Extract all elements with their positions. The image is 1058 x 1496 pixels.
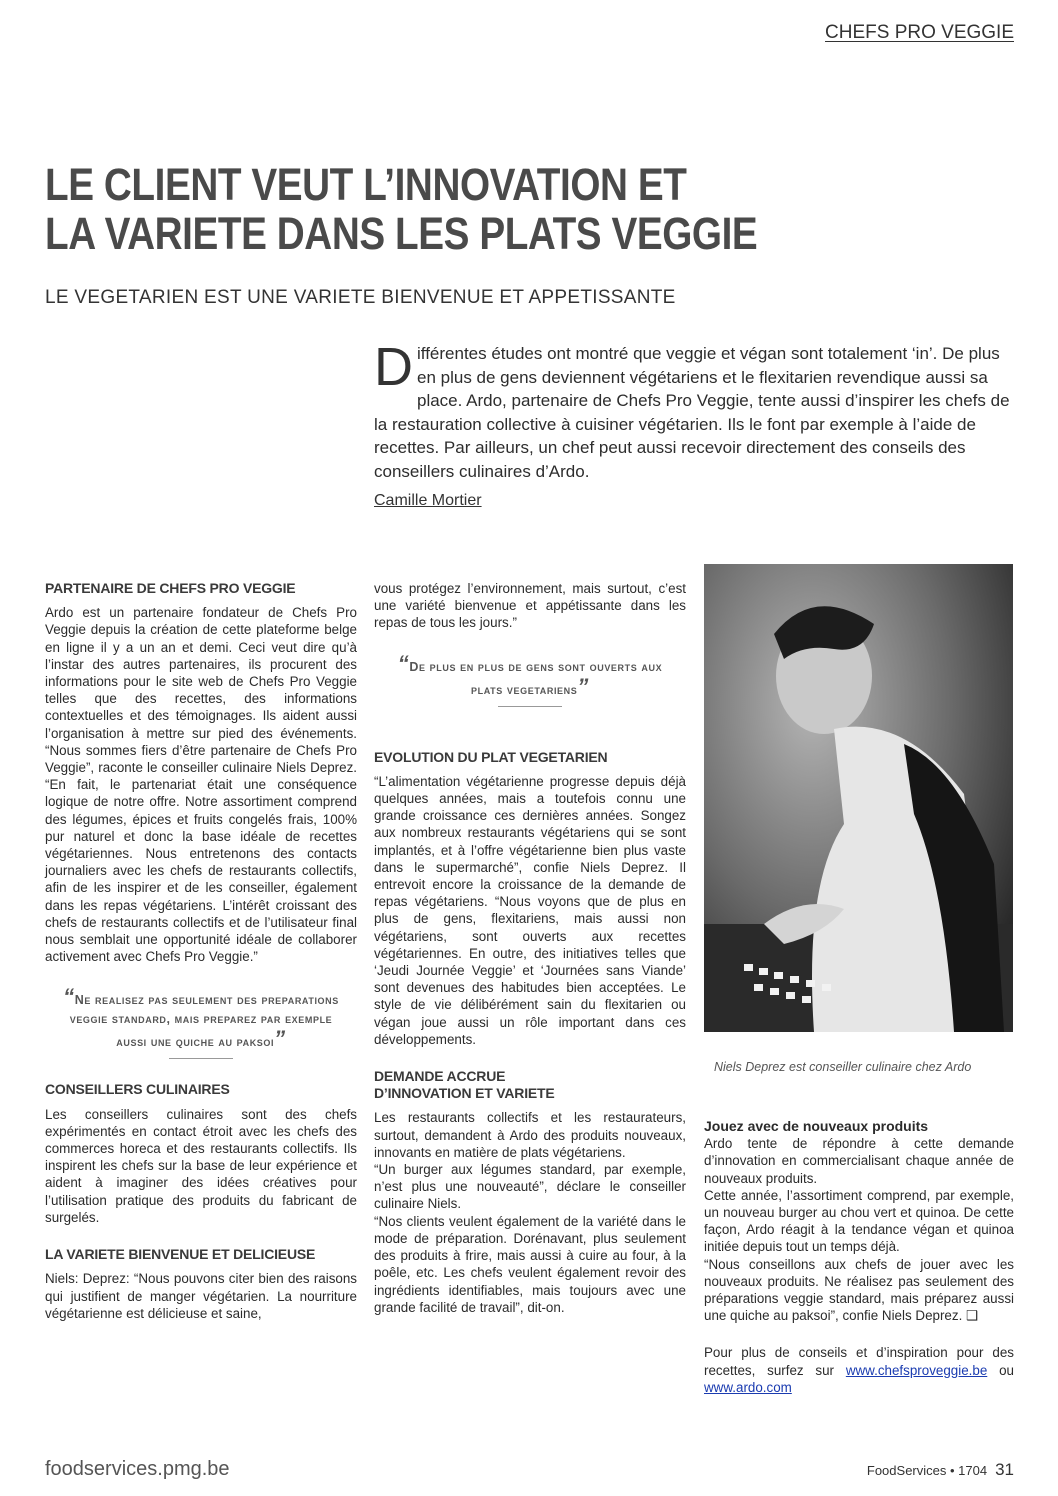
links-paragraph: [704, 1344, 1014, 1396]
heading-evolution: EVOLUTION DU PLAT VEGETARIEN: [374, 748, 608, 765]
heading-partenaire: PARTENAIRE DE CHEFS PRO VEGGIE: [45, 580, 296, 596]
pull-quote: [55, 984, 347, 1059]
chef-photo-illustration: [704, 564, 1013, 1032]
paragraph: Les restaurants collectifs et les restaurateurs, surtout, demandent à Ardo des produits nouveaux, innovants en matière de plats végétariens.: [374, 1110, 686, 1160]
quote-open-mark: “: [397, 650, 410, 676]
paragraph: Cette année, l’assortiment comprend, par exemple, un nouveau burger au chou vert et quinoa. De cette façon, Ardo réagit à la tendance végan et quinoa initiée depuis tout un temps déjà.: [704, 1187, 1014, 1255]
heading-demande-2: D’INNOVATION ET VARIETE: [374, 1085, 555, 1102]
intro-paragraph: [374, 337, 1014, 483]
title-line-2: LA VARIETE DANS LES PLATS VEGGIE: [45, 208, 758, 259]
sidebar-box: [704, 1118, 1014, 1396]
article-title: [45, 160, 871, 258]
paragraph: “Un burger aux légumes standard, par exemple, n’est plus une nouveauté”, déclare le conseiller culinaire Niels.: [374, 1162, 686, 1212]
paragraph: [704, 1256, 1014, 1325]
paragraph: Les conseillers culinaires sont des chefs expérimentés en contact étroit avec les chefs des commerces horeca et des restaurants collectifs. Ils inspirent les chefs sur la base de leur expérience et aident à imaginer des idées créatives pour l’utilisation pratique des produits du fabricant de surgelés.: [45, 1106, 357, 1225]
column-left: [45, 580, 357, 1322]
end-mark-icon: ❑: [966, 1308, 979, 1324]
footer-issue: [867, 1460, 1014, 1480]
quote-open-mark: “: [63, 984, 75, 1010]
paragraph: Ardo tente de répondre à cette demande d’innovation en commercialisant chaque année de nouveaux produits.: [704, 1136, 1014, 1186]
article-subtitle: LE VEGETARIEN EST UNE VARIETE BIENVENUE ET APPETISSANTE: [45, 287, 676, 308]
quote-close-mark: ”: [577, 673, 589, 699]
footer-website: foodservices.pmg.be: [45, 1458, 230, 1480]
links-mid: ou: [999, 1362, 1014, 1378]
link-chefsproveggie[interactable]: www.chefsproveggie.be: [845, 1362, 988, 1378]
heading-variete: LA VARIETE BIENVENUE ET DELICIEUSE: [45, 1246, 316, 1263]
quote-close-mark: ”: [274, 1026, 286, 1052]
heading-demande: DEMANDE ACCRUE: [374, 1068, 506, 1085]
paragraph: Ardo est un partenaire fondateur de Chefs Pro Veggie depuis la création de cette plateforme belge en ligne il y a un an et demi. Ceci veut dire qu’à l’instar des autres partenaires, ils procurent des informations pour le site web de Chefs Pro Veggie telles que des recettes, des informations contextuelles et des témoignages. Ils aident aussi l’organisation à mettre sur pied des événements. “Nous sommes fiers d’être partenaire de Chefs Pro Veggie”, raconte le conseiller culinaire Niels Deprez. “En fait, le partenariat était une conséquence logique de notre offre. Notre assortiment comprend des légumes, épices et fruits congelés frais, 100% pur naturel et donc la base idéale de recettes végétariennes. Nous entretenons des contacts journaliers avec les chefs de restaurants collectifs, afin de les inspirer et de les conseiller, également dans les repas végétariens. L’intérêt croissant des chefs de restaurants collectifs et de l’utilisateur final nous semblait une opportunité idéale de collaborer activement avec Chefs Pro Veggie.”: [45, 605, 357, 965]
issue-label: FoodServices • 1704: [866, 1463, 988, 1478]
section-tag: CHEFS PRO VEGGIE: [825, 22, 1014, 43]
paragraph: “L’alimentation végétarienne progresse depuis déjà quelques années, mais a toutefois connu une grande croissance ces dernières années. Songez aux nombreux restaurants végétariens qui se sont implantés, et à l’offre végétarienne bien plus vaste dans le supermarché”, confie Niels Deprez. Il entrevoit encore la croissance de la demande de repas végétariens. “Nous voyons que de plus en plus de gens, flexitariens, mais aussi non végétariens, sont ouverts aux recettes végétariennes. En outre, des initiatives telles que ‘Jeudi Journée Veggie’ et ‘Journées sans Viande’ sont devenues des habitudes bien acceptées. Le style de vie délibérément sain du flexitarien ou végan joue aussi un rôle important dans ces développements.: [374, 773, 686, 1047]
pull-quote-text: De plus en plus de gens sont ouverts aux plats vegetariens: [409, 659, 663, 697]
links-prefix: Pour plus de conseils et d’inspiration pour des recettes, surfez sur: [704, 1345, 1014, 1378]
link-ardo[interactable]: www.ardo.com: [704, 1379, 792, 1395]
paragraph-text: “Nous conseillons aux chefs de jouer avec les nouveaux produits. Ne réalisez pas seulement des préparations veggie standard, mais préparez aussi une quiche au paksoi”, confie Niels Deprez.: [704, 1256, 1014, 1324]
intro-text: ifférentes études ont montré que veggie et végan sont totalement ‘in’. De plus en plus de gens deviennent végétariens et le flexitarien revendique aussi sa place. Ardo, partenaire de Chefs Pro Veggie, tente aussi d’inspirer les chefs de la restauration collective à cuisiner végétarien. Ils le font par exemple à l’aide de recettes. Par ailleurs, un chef peut aussi recevoir directement des conseils des conseillers culinaires d’Ardo.: [374, 344, 1010, 481]
quote-rule: [169, 1058, 233, 1059]
pull-quote-text: Ne realisez pas seulement des preparations veggie standard, mais preparez par exemple aussi une quiche au paksoi: [69, 993, 339, 1050]
paragraph: “Nos clients veulent également de la variété dans le mode de préparation. Dorénavant, plus seulement des produits à frire, mais aussi à cuire au four, à la poêle, etc. Les chefs veulent également revoir des ingrédients identifiables, mais toujours avec une grande facilité de travail”, dit-on.: [374, 1213, 686, 1315]
sidebar-title: Jouez avec de nouveaux produits: [704, 1118, 929, 1134]
page-number: 31: [995, 1460, 1014, 1479]
author-byline: Camille Mortier: [374, 492, 482, 509]
chef-photo: [704, 564, 1013, 1032]
pull-quote: [384, 650, 676, 707]
column-middle: [374, 580, 686, 1316]
heading-conseillers: CONSEILLERS CULINAIRES: [45, 1081, 230, 1098]
paragraph: Niels: Deprez: “Nous pouvons citer bien des raisons qui justifient de manger végétarien. La nourriture végétarienne est délicieuse et saine,: [45, 1271, 357, 1321]
photo-caption: Niels Deprez est conseiller culinaire chez Ardo: [714, 1060, 972, 1074]
drop-cap: D: [374, 337, 413, 397]
paragraph: vous protégez l’environnement, mais surtout, c’est une variété bienvenue et appétissante dans les repas de tous les jours.”: [374, 581, 686, 631]
title-line-1: LE CLIENT VEUT L’INNOVATION ET: [45, 159, 687, 210]
quote-rule: [498, 706, 562, 707]
